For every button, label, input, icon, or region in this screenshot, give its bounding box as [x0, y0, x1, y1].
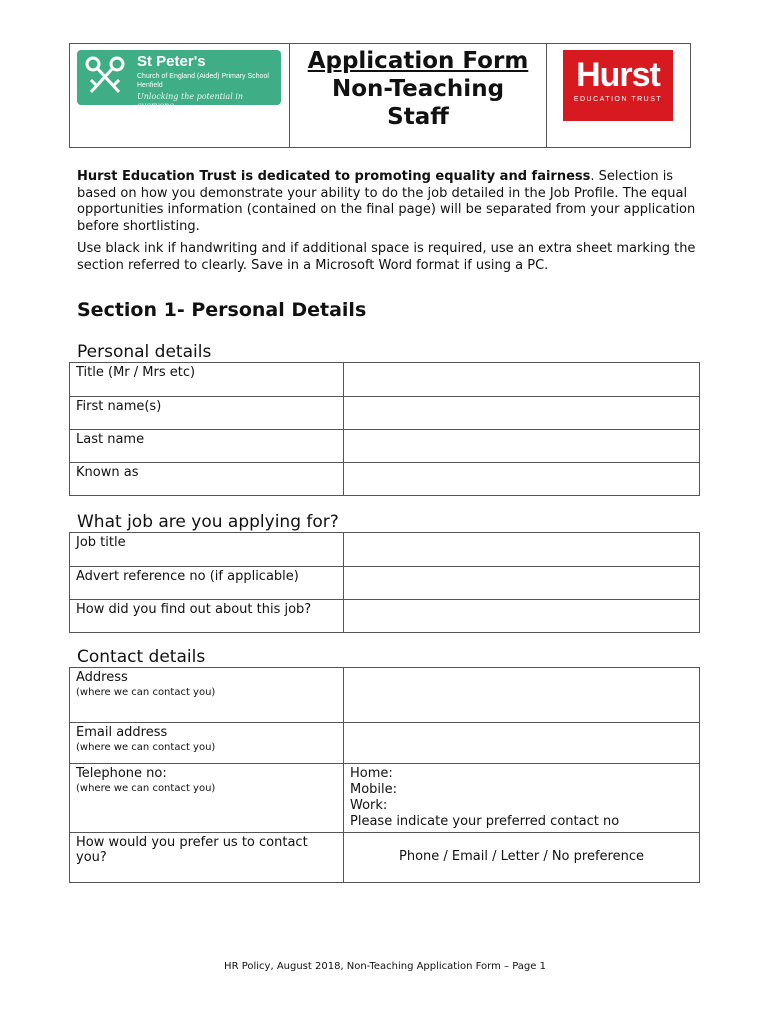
field-note: (where we can contact you) [76, 783, 216, 794]
phone-home-label: Home: [350, 766, 393, 781]
intro-bold: Hurst Education Trust is dedicated to promoting equality and fairness [77, 169, 591, 184]
table-row [70, 764, 700, 833]
table-row [70, 397, 700, 430]
table-row [70, 533, 700, 567]
table-row [70, 723, 700, 764]
school-name: St Peter's [137, 53, 206, 70]
school-logo-cell [70, 44, 290, 147]
personal-details-table [69, 362, 700, 496]
contact-details-table [69, 667, 700, 883]
advert-reference-input[interactable] [344, 567, 700, 600]
phone-work-label: Work: [350, 798, 388, 813]
form-title-cell [290, 44, 547, 147]
table-row [70, 363, 700, 397]
job-source-input[interactable] [344, 600, 700, 633]
field-label: Known as [70, 463, 344, 496]
field-label: How did you find out about this job? [70, 600, 344, 633]
intro-para1-rest: . Selection is based on how you demonstrate your ability to do the job detailed in the Job Profile. The equal opportunities information (contained on the final page) will be separated from your application before shortlisting. [77, 169, 696, 234]
phone-mobile-label: Mobile: [350, 782, 398, 797]
last-name-input[interactable] [344, 430, 700, 463]
field-label: Last name [70, 430, 344, 463]
job-title-input[interactable] [344, 533, 700, 567]
contact-preference-label: How would you prefer us to contact you? [70, 833, 344, 883]
table-row [70, 833, 700, 883]
phone-preference-label: Please indicate your preferred contact no [350, 814, 620, 829]
email-input[interactable] [344, 723, 700, 764]
table-row [70, 463, 700, 496]
field-label: Email address [76, 725, 168, 740]
form-subtitle-2: Staff [387, 104, 449, 130]
school-logo [77, 50, 281, 110]
job-table [69, 532, 700, 633]
telephone-input[interactable] [344, 764, 700, 833]
known-as-input[interactable] [344, 463, 700, 496]
job-heading: What job are you applying for? [77, 512, 339, 532]
trust-logo-cell [547, 44, 690, 147]
section-title: Section 1- Personal Details [77, 299, 367, 321]
telephone-label-cell [70, 764, 344, 833]
header-table [69, 43, 691, 148]
personal-details-heading: Personal details [77, 342, 212, 362]
field-note: (where we can contact you) [76, 742, 216, 753]
page-footer: HR Policy, August 2018, Non-Teaching Application Form – Page 1 [224, 961, 546, 972]
field-label: Job title [70, 533, 344, 567]
email-label-cell [70, 723, 344, 764]
school-motto: Unlocking the potential in everyone [137, 92, 244, 110]
field-label: Address [76, 670, 128, 685]
trust-logo [563, 50, 673, 121]
form-subtitle-1: Non-Teaching [331, 76, 505, 102]
field-label: Telephone no: [76, 766, 167, 781]
intro-paragraph-2: Use black ink if handwriting and if additional space is required, use an extra sheet marking the section referred to clearly. Save in a Microsoft Word format if using a PC. [77, 241, 696, 273]
table-row [70, 430, 700, 463]
field-label: Advert reference no (if applicable) [70, 567, 344, 600]
trust-subtitle: EDUCATION TRUST [573, 96, 663, 103]
field-note: (where we can contact you) [76, 687, 216, 698]
contact-details-heading: Contact details [77, 647, 206, 667]
address-input[interactable] [344, 668, 700, 723]
intro-paragraph-1 [77, 169, 697, 235]
table-row [70, 668, 700, 723]
trust-name: Hurst [576, 56, 660, 94]
intro-text [77, 169, 697, 280]
first-name-input[interactable] [344, 397, 700, 430]
field-label: First name(s) [70, 397, 344, 430]
school-subtitle: Church of England (Aided) Primary School Henfield [137, 73, 269, 89]
contact-preference-options[interactable]: Phone / Email / Letter / No preference [344, 833, 700, 883]
title-input[interactable] [344, 363, 700, 397]
form-title: Application Form [307, 48, 529, 74]
table-row [70, 567, 700, 600]
field-label: Title (Mr / Mrs etc) [70, 363, 344, 397]
table-row [70, 600, 700, 633]
address-label-cell [70, 668, 344, 723]
crossed-keys-icon [83, 54, 127, 98]
